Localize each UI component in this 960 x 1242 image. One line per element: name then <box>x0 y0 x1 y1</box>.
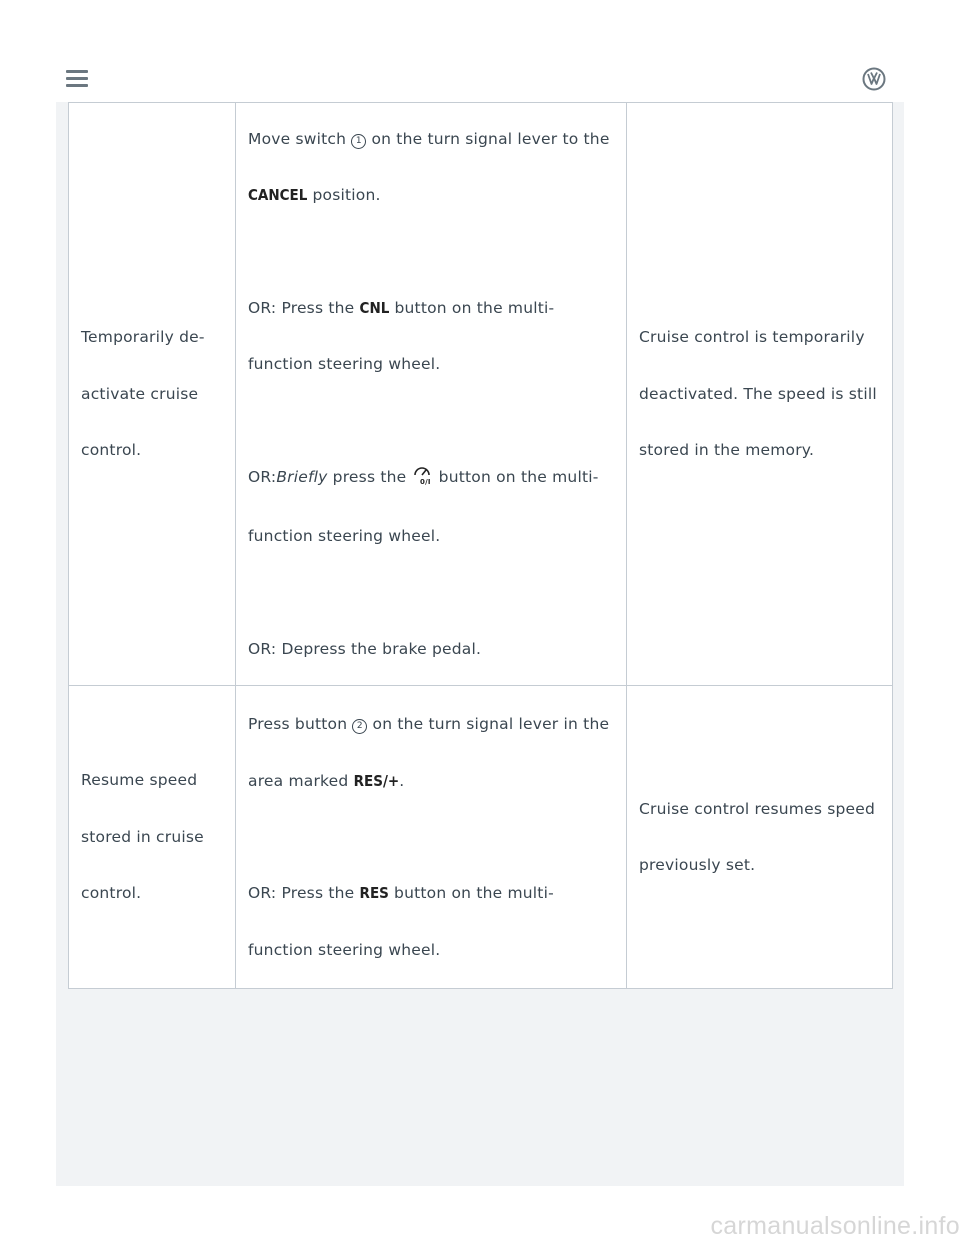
step-text: position. <box>312 186 381 205</box>
table-row <box>69 686 893 989</box>
step-text: button on the multi-function steering wheel. <box>248 884 554 959</box>
step-text: OR: <box>248 467 277 486</box>
result-text: Cruise control is temporarily deactivated. The speed is still stored in the memory. <box>639 328 877 460</box>
step-paragraph <box>248 280 614 393</box>
step-text: button on the multi-function steering wheel. <box>248 298 555 374</box>
cruise-toggle-icon <box>412 452 434 509</box>
step-text: OR: Press the <box>248 298 355 317</box>
cancel-symbol-icon: CANCEL <box>248 186 308 205</box>
result-cell <box>627 103 893 686</box>
vw-logo-icon[interactable] <box>862 67 886 91</box>
steps-cell <box>236 686 627 989</box>
action-text: Resume speed stored in cruise control. <box>81 771 204 903</box>
step-paragraph <box>248 696 614 809</box>
marker-1-icon: 1 <box>351 134 366 149</box>
emphasis-text: Briefly <box>276 467 328 486</box>
watermark-text: carmanualsonline.info <box>710 1212 960 1240</box>
step-text: on the turn signal lever to the <box>371 129 610 148</box>
marker-2-icon: 2 <box>352 719 367 734</box>
step-text: . <box>399 771 405 790</box>
action-cell <box>69 103 236 686</box>
step-paragraph <box>248 449 614 565</box>
cnl-symbol-icon: CNL <box>359 298 390 317</box>
step-text: Press button <box>248 715 348 733</box>
res-symbol-icon: RES <box>359 884 389 902</box>
table-row <box>69 103 893 686</box>
cruise-control-table <box>68 102 893 989</box>
result-text: Cruise control resumes speed previously set. <box>639 799 876 874</box>
step-paragraph <box>248 865 614 978</box>
steps-cell <box>236 103 627 686</box>
step-text: press the <box>332 467 407 486</box>
action-cell <box>69 686 236 989</box>
hamburger-menu-icon[interactable] <box>66 70 88 88</box>
step-text: on the turn signal lever in the area marked <box>248 715 610 790</box>
svg-text:0/I: 0/I <box>419 477 431 485</box>
step-paragraph <box>248 111 614 224</box>
step-text: OR: Press the <box>248 884 355 902</box>
top-bar <box>0 0 960 102</box>
result-cell <box>627 686 893 989</box>
res-plus-symbol-icon: RES/+ <box>353 771 400 790</box>
action-text: Temporarily de-activate cruise control. <box>81 328 205 460</box>
step-text: Move switch <box>248 129 347 148</box>
step-text: button on the multi-function steering wheel. <box>248 467 599 546</box>
step-paragraph: OR: Depress the brake pedal. <box>248 639 482 658</box>
